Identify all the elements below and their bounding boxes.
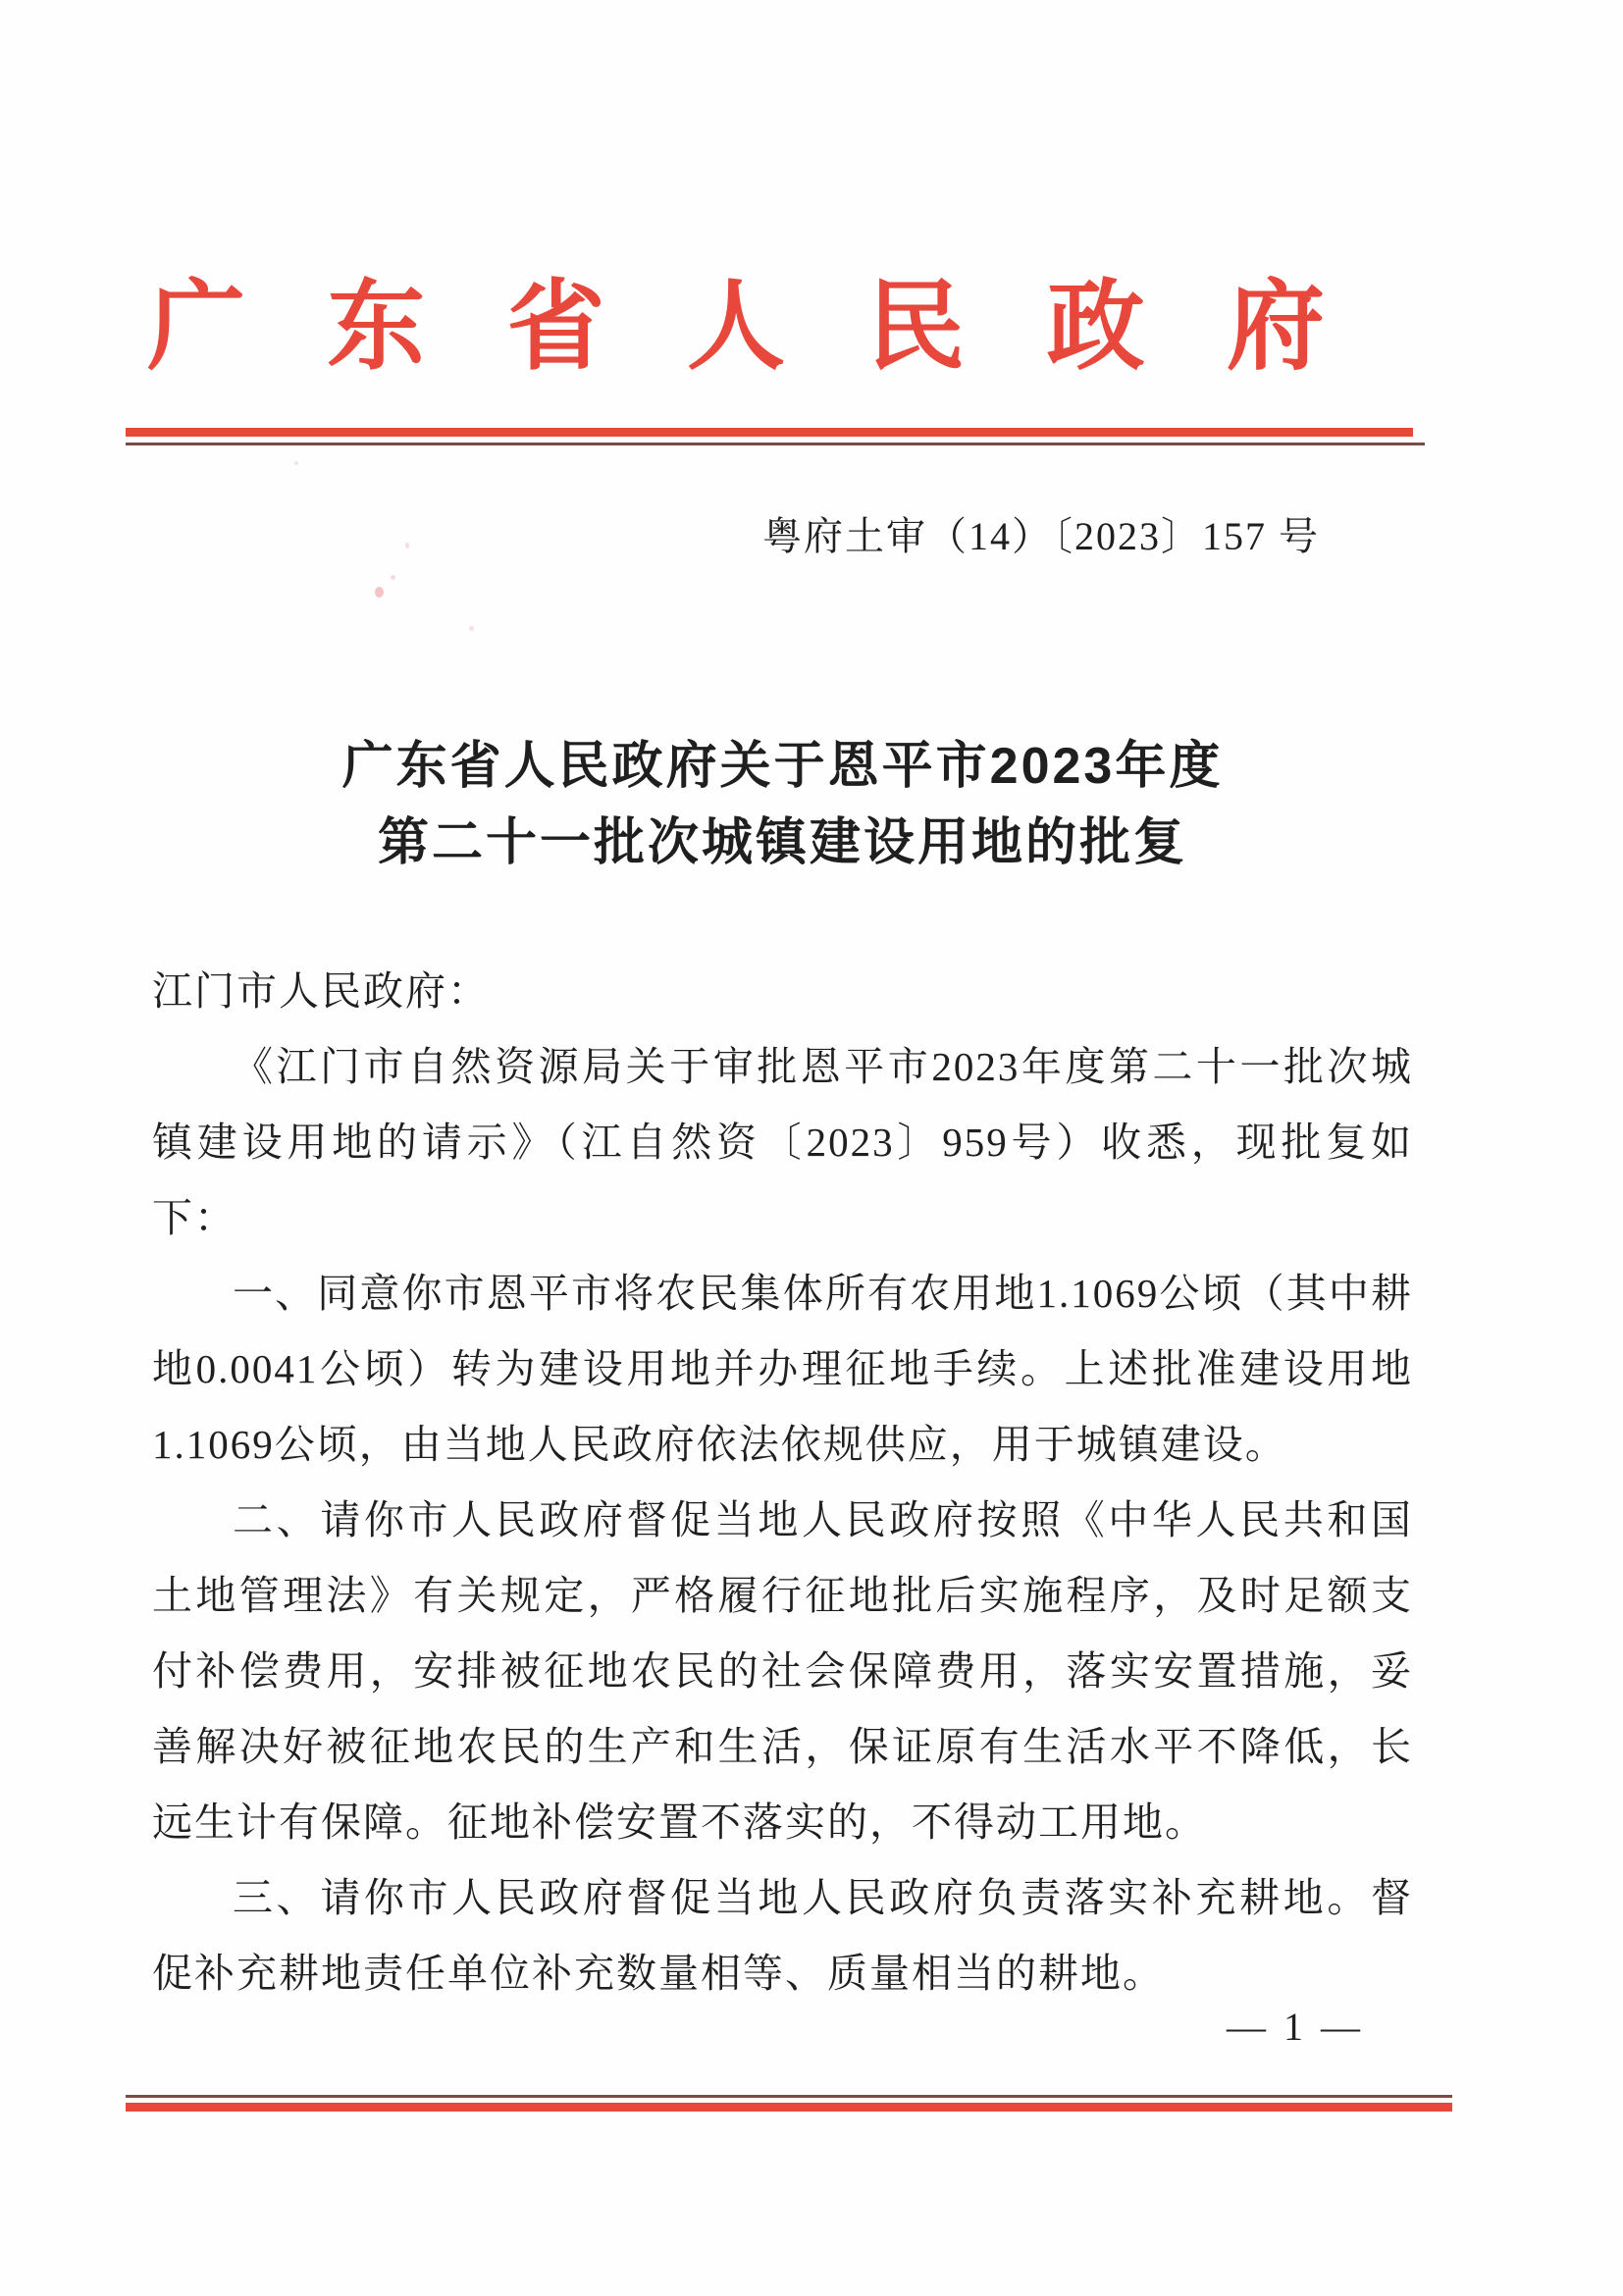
- page-number: — 1 —: [1227, 2005, 1364, 2049]
- document-title-line2: 第二十一批次城镇建设用地的批复: [377, 814, 1187, 871]
- stamp-artifact: [294, 461, 298, 465]
- body-paragraph: 三、请你市人民政府督促当地人民政府负责落实补充耕地。督促补充耕地责任单位补充数量相等、质量相当的耕地。: [152, 1875, 1413, 1996]
- stamp-artifact: [469, 626, 474, 631]
- letterhead-rule-thick: [126, 428, 1413, 437]
- body-paragraphs: [152, 1029, 1413, 2011]
- document-title-line1: 广东省人民政府关于恩平市2023年度: [341, 738, 1224, 795]
- stamp-artifact: [391, 575, 395, 580]
- document-number: 粤府土审（14）〔2023〕157 号: [762, 514, 1320, 558]
- stamp-artifact: [375, 587, 384, 598]
- footer-rule-thick: [126, 2103, 1452, 2112]
- body-paragraph: 二、请你市人民政府督促当地人民政府按照《中华人民共和国土地管理法》有关规定，严格履行征地批后实施程序，及时足额支付补偿费用，安排被征地农民的社会保障费用，落实安置措施，妥善解决好被征地农民的生产和生活，保证原有生活水平不降低，长远生计有保障。征地补偿安置不落实的，不得动工用地。: [152, 1497, 1413, 1845]
- footer-rule-thin: [126, 2095, 1452, 2098]
- body-paragraph: 《江门市自然资源局关于审批恩平市2023年度第二十一批次城镇建设用地的请示》（江自然资〔2023〕959号）收悉，现批复如下：: [152, 1044, 1413, 1240]
- salutation: 江门市人民政府：: [152, 968, 490, 1014]
- body-paragraph: 一、同意你市恩平市将农民集体所有农用地1.1069公顷（其中耕地0.0041公顷）转为建设用地并办理征地手续。上述批准建设用地1.1069公顷，由当地人民政府依法依规供应，用于城镇建设。: [152, 1271, 1413, 1467]
- letterhead-rule-thin: [126, 443, 1425, 445]
- letterhead-org-name: 广 东 省 人 民 政 府: [147, 273, 1325, 382]
- document-body: [152, 954, 1413, 2011]
- document-title: [152, 728, 1413, 881]
